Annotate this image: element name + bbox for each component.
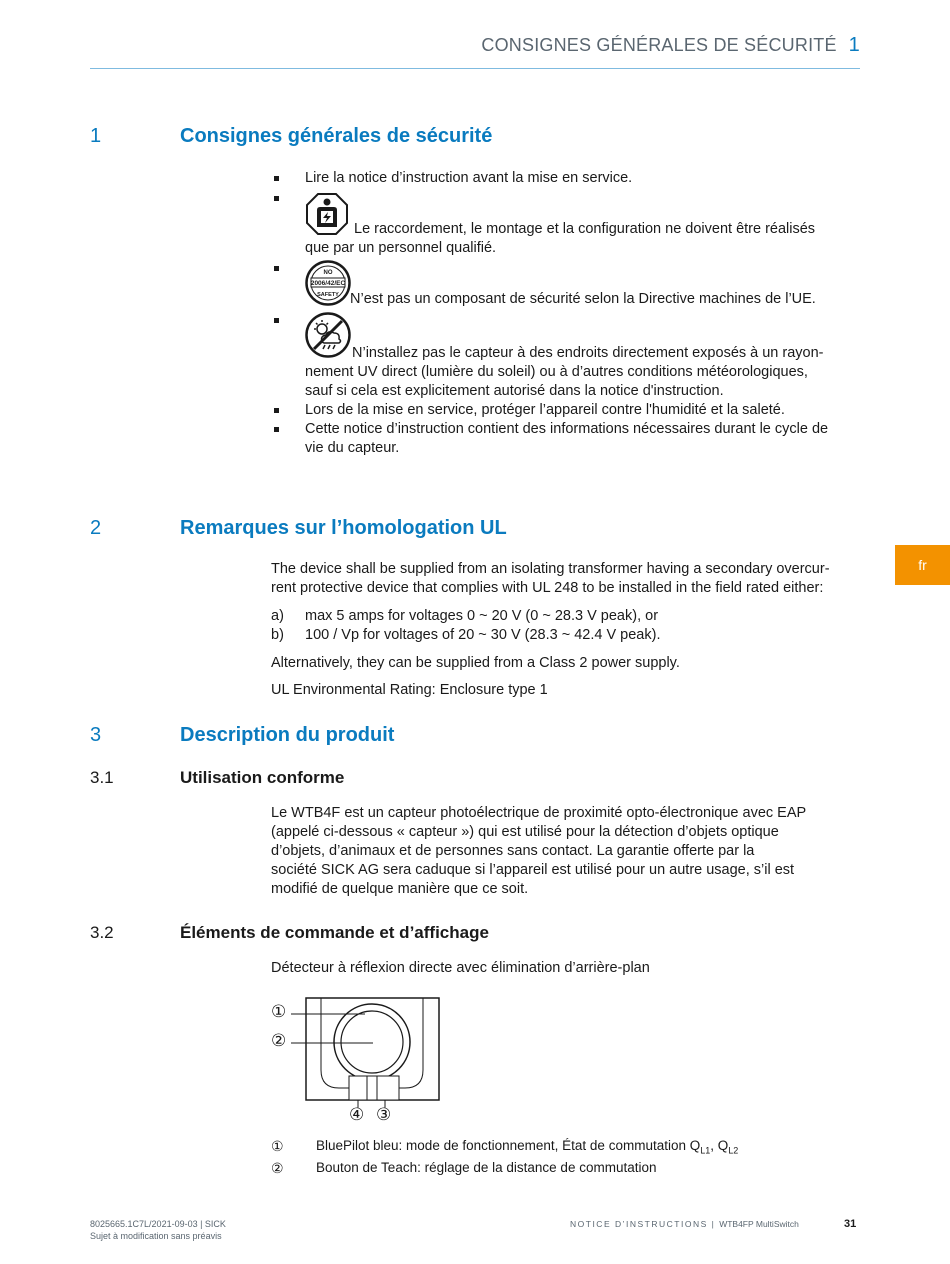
controls-intro: Détecteur à réflexion directe avec élimination d’arrière-plan xyxy=(271,960,650,976)
bullet-marker xyxy=(274,196,279,201)
legend-item-1-sub1: L1 xyxy=(700,1145,711,1156)
footer-note: Sujet à modification sans préavis xyxy=(90,1231,222,1241)
footer-center-text: NOTICE D’INSTRUCTIONS | xyxy=(570,1219,720,1229)
language-tab-label: fr xyxy=(918,557,927,573)
section-3-title: Description du produit xyxy=(180,724,395,746)
section-2-title: Remarques sur l’homologation UL xyxy=(180,517,507,539)
running-header xyxy=(481,34,860,57)
section-1-title: Consignes générales de sécurité xyxy=(180,125,493,147)
legend-item-1 xyxy=(316,1138,738,1156)
header-divider xyxy=(90,68,860,69)
ul-enclosure-paragraph: UL Environmental Rating: Enclosure type 1 xyxy=(271,682,548,698)
bullet-marker xyxy=(274,408,279,413)
footer-product: WTB4FP MultiSwitch xyxy=(719,1219,799,1229)
callout-4: ④ xyxy=(349,1105,365,1124)
usage-line-2: (appelé ci-dessous « capteur ») qui est utilisé pour la détection d’objets optique xyxy=(271,824,779,840)
section-3-2-number: 3.2 xyxy=(90,923,114,942)
legend-item-1-text: BluePilot bleu: mode de fonctionnement, État de commutation Q xyxy=(316,1138,701,1153)
list-marker-a: a) xyxy=(271,608,284,624)
usage-line-1: Le WTB4F est un capteur photoélectrique de proximité opto-électronique avec EAP xyxy=(271,805,807,821)
section-1-number: 1 xyxy=(90,125,102,147)
bullet-2-text-line2: que par un personnel qualifié. xyxy=(305,240,497,256)
footer-doc-info xyxy=(90,1218,226,1242)
footer-doc-id: 8025665.1C7L/2021-09-03 | SICK xyxy=(90,1219,226,1229)
legend-item-2: Bouton de Teach: réglage de la distance de commutation xyxy=(316,1160,657,1175)
bullet-3-text: N’est pas un composant de sécurité selon la Directive machines de l’UE. xyxy=(350,291,816,307)
running-header-title: CONSIGNES GÉNÉRALES DE SÉCURITÉ xyxy=(481,35,837,55)
ul-paragraph-line2: rent protective device that complies with UL 248 to be installed in the field rated either: xyxy=(271,580,824,596)
sensor-diagram xyxy=(265,990,450,1130)
usage-line-5: modifié de quelque manière que ce soit. xyxy=(271,881,529,897)
bullet-5-text: Lors de la mise en service, protéger l’appareil contre l'humidité et la saleté. xyxy=(305,402,785,418)
section-3-2-title: Éléments de commande et d’affichage xyxy=(180,923,489,942)
bullet-marker xyxy=(274,266,279,271)
qualified-personnel-icon xyxy=(305,192,349,241)
bullet-4-text-line1: N’installez pas le capteur à des endroits directement exposés à un rayon- xyxy=(352,345,824,361)
bullet-6-text-line1: Cette notice d’instruction contient des informations nécessaires durant le cycle de xyxy=(305,421,829,437)
callout-3: ③ xyxy=(376,1105,392,1124)
legend-marker-1: ① xyxy=(271,1138,284,1154)
no-safety-icon-bottom-text: SAFETY xyxy=(317,292,339,298)
bullet-6-text-line2: vie du capteur. xyxy=(305,440,400,456)
section-3-1-title: Utilisation conforme xyxy=(180,768,345,787)
list-item-b-text: 100 / Vp for voltages of 20 ~ 30 V (28.3 ~ 42.4 V peak). xyxy=(305,627,661,643)
language-tab[interactable] xyxy=(895,545,950,585)
list-marker-b: b) xyxy=(271,627,284,643)
running-header-chapter: 1 xyxy=(848,34,860,56)
no-safety-icon-mid-text: 2006/42/EC xyxy=(310,280,346,287)
callout-2: ② xyxy=(271,1031,287,1050)
no-weather-exposure-icon xyxy=(305,312,351,363)
ul-class2-paragraph: Alternatively, they can be supplied from a Class 2 power supply. xyxy=(271,655,680,671)
ul-paragraph-line1: The device shall be supplied from an isolating transformer having a secondary overcur- xyxy=(271,561,830,577)
list-item-a-text: max 5 amps for voltages 0 ~ 20 V (0 ~ 28.3 V peak), or xyxy=(305,608,659,624)
legend-item-1-sub2: L2 xyxy=(728,1145,739,1156)
no-safety-icon-top-text: NO xyxy=(323,270,333,276)
usage-line-3: d’objets, d’animaux et de personnes sans contact. La garantie offerte par la xyxy=(271,843,755,859)
section-2-number: 2 xyxy=(90,517,102,539)
footer-document-type xyxy=(570,1219,799,1229)
bullet-1-text: Lire la notice d’instruction avant la mise en service. xyxy=(305,170,633,186)
bullet-marker xyxy=(274,427,279,432)
legend-item-1-sep: , Q xyxy=(710,1138,729,1153)
bullet-4-text-line3: sauf si cela est explicitement autorisé dans la notice d'instruction. xyxy=(305,383,724,399)
bullet-marker xyxy=(274,318,279,323)
section-3-1-number: 3.1 xyxy=(90,768,114,787)
page-number: 31 xyxy=(844,1218,857,1230)
callout-1: ① xyxy=(271,1002,287,1021)
legend-marker-2: ② xyxy=(271,1160,284,1176)
no-safety-icon xyxy=(305,260,351,311)
bullet-2-text-line1: Le raccordement, le montage et la configuration ne doivent être réalisés xyxy=(354,221,816,237)
bullet-4-text-line2: nement UV direct (lumière du soleil) ou à d’autres conditions météorologiques, xyxy=(305,364,808,380)
bullet-marker xyxy=(274,176,279,181)
usage-line-4: société SICK AG sera caduque si l’appareil est utilisé pour un autre usage, s’il est xyxy=(271,862,795,878)
section-3-number: 3 xyxy=(90,724,102,746)
